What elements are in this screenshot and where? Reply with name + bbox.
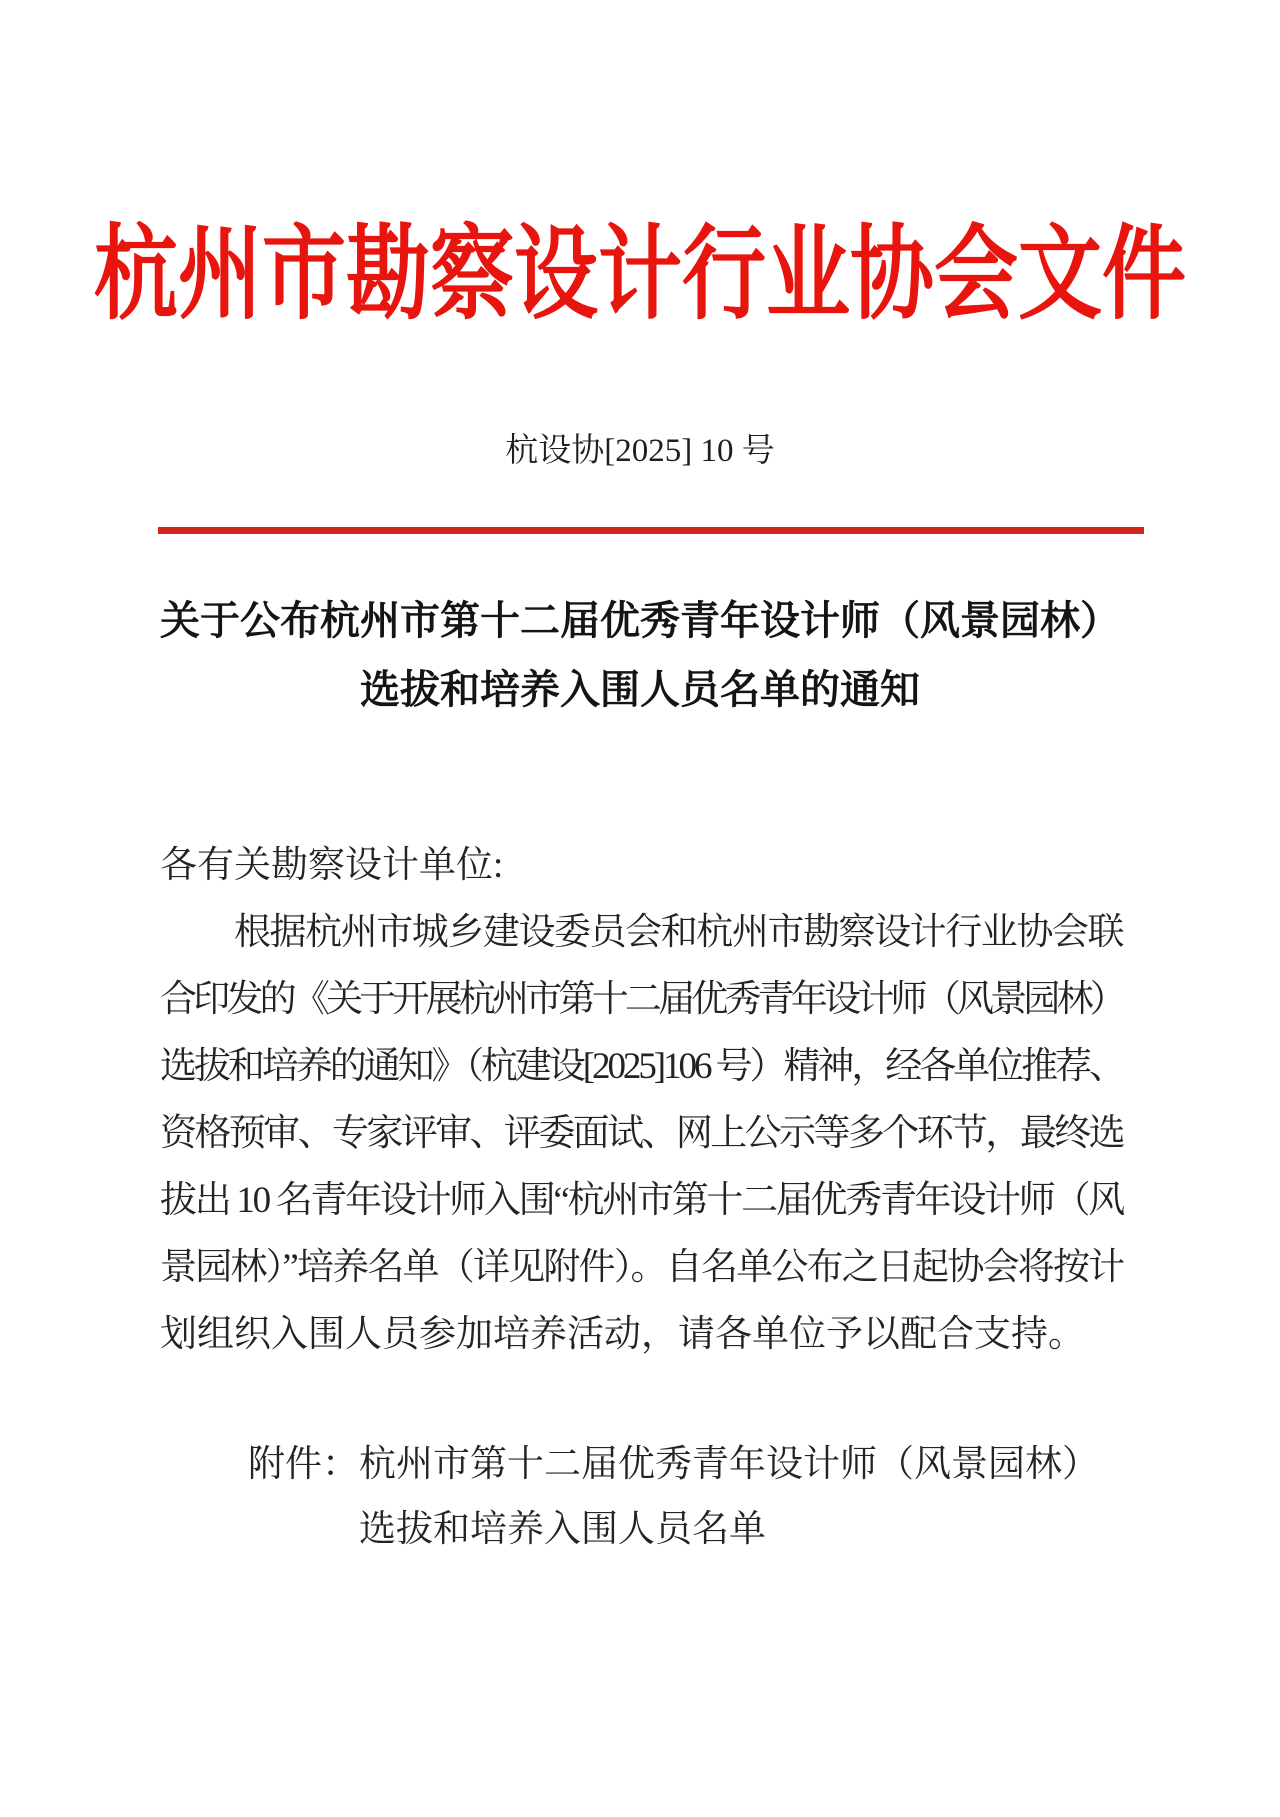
- doc-number: 杭设协[2025] 10 号: [505, 433, 775, 469]
- attachment-line2: 选拔和培养入围人员名单: [359, 1509, 766, 1550]
- body-line: 合印发的《关于开展杭州市第十二届优秀青年设计师（风景园林）: [160, 979, 1123, 1020]
- body-line: 根据杭州市城乡建设委员会和杭州市勘察设计行业协会联: [234, 912, 1123, 953]
- body-line: 选拔和培养的通知》（杭建设[2025]106 号）精神，经各单位推荐、: [160, 1046, 1123, 1087]
- salutation: 各有关勘察设计单位:: [160, 845, 504, 886]
- document-title-line2: 选拔和培养入围人员名单的通知: [360, 667, 920, 712]
- attachment-line1: 杭州市第十二届优秀青年设计师（风景园林）: [359, 1444, 1099, 1485]
- body-line: 拔出 10 名青年设计师入围“杭州市第十二届优秀青年设计师（风: [160, 1180, 1123, 1221]
- attachment-note: [248, 1432, 1099, 1562]
- attachment-label: 附件：: [248, 1444, 359, 1485]
- attachment-lines: [359, 1432, 1099, 1562]
- body-line: 划组织入围人员参加培养活动，请各单位予以配合支持。: [160, 1314, 1085, 1355]
- body-line: 资格预审、专家评审、评委面试、网上公示等多个环节，最终选: [160, 1113, 1123, 1154]
- document-title-line1: 关于公布杭州市第十二届优秀青年设计师（风景园林）: [160, 598, 1120, 643]
- body-line: 景园林）”培养名单（详见附件）。自名单公布之日起协会将按计: [160, 1247, 1124, 1288]
- red-divider-rule: [158, 527, 1144, 534]
- org-header-title: 杭州市勘察设计行业协会文件: [93, 218, 1186, 333]
- document-title: [0, 586, 1280, 724]
- document-body: [160, 832, 1123, 1368]
